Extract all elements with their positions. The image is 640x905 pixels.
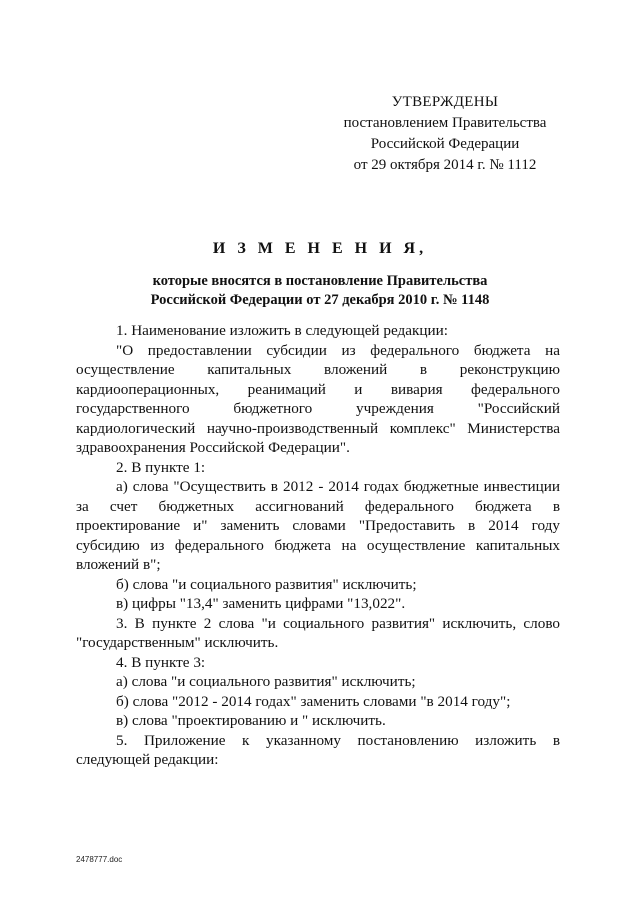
document-subtitle-line-1: которые вносятся в постановление Правительства [152, 273, 488, 289]
paragraph-item-1: 1. Наименование изложить в следующей редакции: [116, 322, 448, 339]
paragraph-item-2b: б) слова "и социального развития" исключить; [116, 575, 417, 593]
document-subtitle-line-2: Российской Федерации от 27 декабря 2010 г. № 1148 [150, 292, 490, 308]
approval-block [330, 92, 560, 176]
paragraph-item-2: 2. В пункте 1: [116, 458, 206, 476]
paragraph-item-2a: а) слова "Осуществить в 2012 - 2014 годах бюджетные инвестиции за счет бюджетных ассигнований федерального бюджета в проектирование и" заменить словами "Предоставить в 2014 году субсидию из федерального бюджета на осуществление капитальных вложений в"; [76, 478, 560, 573]
paragraph-item-4b: б) слова "2012 - 2014 годах" заменить словами "в 2014 году"; [116, 692, 511, 710]
approval-line-date-number: от 29 октября 2014 г. № 1112 [353, 157, 537, 173]
document-body [76, 321, 560, 770]
document-heading [60, 238, 580, 310]
paragraph-item-4c: в) слова "проектированию и " исключить. [116, 712, 386, 729]
paragraph-item-2c: в) цифры "13,4" заменить цифрами "13,022". [116, 595, 406, 612]
paragraph-item-4: 4. В пункте 3: [116, 653, 206, 671]
paragraph-new-title: "О предоставлении субсидии из федерального бюджета на осуществление капитальных вложений в реконструкцию кардиооперационных, реанимаций и вивария федерального государственного бюджетного учреждения "Российский кардиологический научно-производственный комплекс" Министерства здравоохранения Российской Федерации". [76, 341, 560, 456]
document-title: И З М Е Н Е Н И Я, [212, 240, 428, 257]
document-file-id: 2478777.doc [76, 855, 123, 864]
paragraph-item-5: 5. Приложение к указанному постановлению изложить в следующей редакции: [76, 731, 560, 768]
approval-line-federation: Российской Федерации [370, 136, 520, 152]
paragraph-item-3: 3. В пункте 2 слова "и социального развития" исключить, слово "государственным" исключить. [76, 614, 560, 651]
paragraph-item-4a: а) слова "и социального развития" исключить; [116, 673, 416, 690]
approval-line-decree: постановлением Правительства [343, 115, 547, 131]
approval-title: УТВЕРЖДЕНЫ [391, 94, 499, 110]
